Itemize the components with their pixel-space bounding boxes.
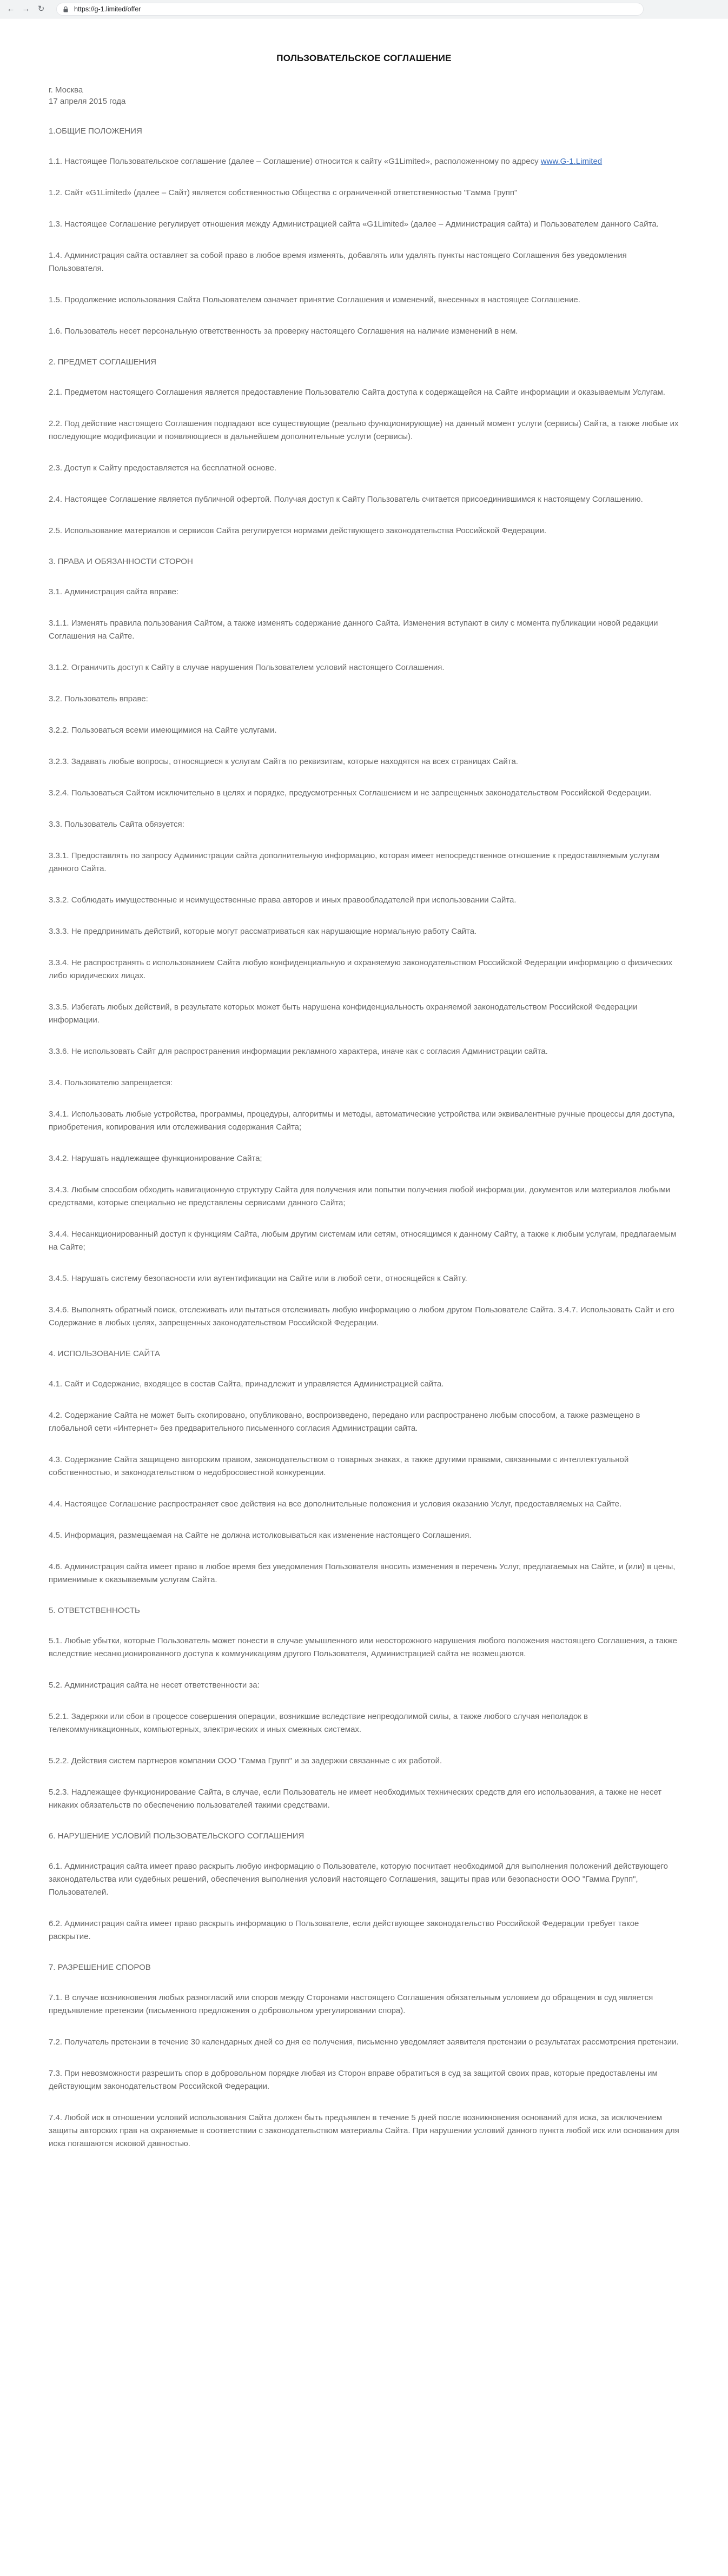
paragraph xyxy=(49,1529,679,1542)
browser-toolbar xyxy=(0,0,728,18)
paragraph xyxy=(49,1860,679,1899)
paragraph-text: 4.3. Содержание Сайта защищено авторским правом, законодательством о товарных знаках, а также другими правами, связанными с интеллектуальной собственностью, и законодательством о недобросовестной конкуренции. xyxy=(49,1455,629,1477)
document-date: 17 апреля 2015 года xyxy=(49,97,126,106)
paragraph-text: 1.6. Пользователь несет персональную ответственность за проверку настоящего Соглашения на наличие изменений в нем. xyxy=(49,327,518,336)
paragraph-text: 5.2.2. Действия систем партнеров компании ООО "Гамма Групп" и за задержки связанные с их работой. xyxy=(49,1756,442,1765)
paragraph-text: 3.4.2. Нарушать надлежащее функционирование Сайта; xyxy=(49,1154,262,1163)
paragraph-text: 3.4. Пользователю запрещается: xyxy=(49,1078,173,1087)
paragraph-text: 4.2. Содержание Сайта не может быть скопировано, опубликовано, воспроизведено, передано или распространено любым способом, а также размещено в глобальной сети «Интернет» без предварительного письменного согласия Администрации сайта. xyxy=(49,1411,640,1433)
paragraph xyxy=(49,525,679,537)
paragraph xyxy=(49,1184,679,1210)
paragraph xyxy=(49,2112,679,2150)
url-text[interactable]: https://g-1.limited/offer xyxy=(74,5,141,13)
paragraph-text: 2.4. Настоящее Соглашение является публичной офертой. Получая доступ к Сайту Пользователь считается присоединившимся к настоящему Соглашению. xyxy=(49,495,643,504)
paragraph xyxy=(49,417,679,443)
paragraph xyxy=(49,1152,679,1165)
paragraph-text: 3.3.5. Избегать любых действий, в результате которых может быть нарушена конфиденциальность охраняемой законодательством Российской Федерации информации. xyxy=(49,1002,638,1025)
paragraph xyxy=(49,1710,679,1736)
paragraph xyxy=(49,249,679,275)
paragraph xyxy=(49,1108,679,1134)
paragraph xyxy=(49,693,679,706)
paragraph-text: 3.3.4. Не распространять с использованием Сайта любую конфиденциальную и охраняемую законодательством Российской Федерации информацию о физических либо юридических лицах. xyxy=(49,958,673,980)
section-heading: 5. ОТВЕТСТВЕННОСТЬ xyxy=(49,1606,140,1615)
paragraph xyxy=(49,925,679,938)
paragraph-text: 4.1. Сайт и Содержание, входящее в состав Сайта, принадлежит и управляется Администрацией сайта. xyxy=(49,1379,444,1389)
paragraph xyxy=(49,1228,679,1254)
paragraph-text: 5.2.1. Задержки или сбои в процессе совершения операции, возникшие вследствие непреодолимой силы, а также любого случая неполадок в телекоммуникационных, компьютерных, электрических и иных смежных системах. xyxy=(49,1712,588,1734)
document-body xyxy=(49,125,679,2150)
paragraph-text: 1.5. Продолжение использования Сайта Пользователем означает принятие Соглашения и изменений, внесенных в настоящее Соглашение. xyxy=(49,295,580,304)
paragraph-text: 3.4.4. Несанкционированный доступ к функциям Сайта, любым другим системам или сетям, относящимся к данному Сайту, а также к любым услугам, предлагаемым на Сайте; xyxy=(49,1230,677,1252)
paragraph xyxy=(49,1991,679,2017)
paragraph-text: 3.4.6. Выполнять обратный поиск, отслеживать или пытаться отслеживать любую информацию о любом другом Пользователе Сайта. 3.4.7. Использовать Сайт и его Содержание в любых целях, запрещенных законодательством Российской Федерации. xyxy=(49,1305,674,1327)
paragraph xyxy=(49,1635,679,1661)
paragraph-text: 7.1. В случае возникновения любых разногласий или споров между Сторонами настоящего Соглашения обязательным условием до обращения в суд является предъявление претензии (письменного предложения о добровольном урегулировании спора). xyxy=(49,1993,653,2015)
paragraph-text: 4.4. Настоящее Соглашение распространяет свое действия на все дополнительные положения и условия оказанию Услуг, предоставляемых на Сайте. xyxy=(49,1499,622,1509)
paragraph-text: 7.3. При невозможности разрешить спор в добровольном порядке любая из Сторон вправе обратиться в суд за защитой своих прав, которые предоставлены им действующим законодательством Российской Федерации. xyxy=(49,2069,658,2091)
paragraph-text: 3.2. Пользователь вправе: xyxy=(49,694,148,703)
paragraph-text: 3.1.1. Изменять правила пользования Сайтом, а также изменять содержание данного Сайта. Изменения вступают в силу с момента публикации новой редакции Соглашения на Сайте. xyxy=(49,619,658,641)
paragraph xyxy=(49,1378,679,1391)
paragraph-text: 3.2.3. Задавать любые вопросы, относящиеся к услугам Сайта по реквизитам, которые находятся на всех страницах Сайта. xyxy=(49,757,518,766)
paragraph-text: 6.1. Администрация сайта имеет право раскрыть любую информацию о Пользователе, которую посчитает необходимой для выполнения положений действующего законодательства или судебных решений, обеспечения выполнения условий настоящего Соглашения, защиты прав или безопасности ООО "Гамма Групп", Пользователей. xyxy=(49,1862,669,1897)
lock-icon xyxy=(63,6,68,12)
paragraph xyxy=(49,294,679,307)
paragraph-text: 5.2.3. Надлежащее функционирование Сайта, в случае, если Пользователь не имеет необходимых технических средств для его использования, а также не несет никаких обязательств по обеспечению пользователей такими средствами. xyxy=(49,1788,662,1810)
paragraph-text: 2.3. Доступ к Сайту предоставляется на бесплатной основе. xyxy=(49,463,277,473)
paragraph xyxy=(49,1561,679,1586)
paragraph xyxy=(49,2067,679,2093)
paragraph-text: 4.6. Администрация сайта имеет право в любое время без уведомления Пользователя вносить изменения в перечень Услуг, предлагаемых на Сайте, и (или) в цены, применимые к оказываемым услугам Сайта. xyxy=(49,1562,676,1584)
paragraph xyxy=(49,1304,679,1330)
paragraph-text: 5.2. Администрация сайта не несет ответственности за: xyxy=(49,1681,260,1690)
paragraph xyxy=(49,1755,679,1768)
paragraph xyxy=(49,386,679,399)
paragraph xyxy=(49,155,679,168)
paragraph xyxy=(49,1917,679,1943)
paragraph xyxy=(49,1272,679,1285)
section-heading: 1.ОБЩИЕ ПОЛОЖЕНИЯ xyxy=(49,127,142,136)
section-heading: 3. ПРАВА И ОБЯЗАННОСТИ СТОРОН xyxy=(49,557,193,566)
paragraph-text: 5.1. Любые убытки, которые Пользователь может понести в случае умышленного или неосторожного нарушения любого положения настоящего Соглашения, а также вследствие несанкционированного доступа к коммуникациям другого Пользователя, Администрацией сайта не возмещаются. xyxy=(49,1636,678,1658)
paragraph-text: 6.2. Администрация сайта имеет право раскрыть информацию о Пользователе, если действующее законодательство Российской Федерации требует такое раскрытие. xyxy=(49,1919,639,1941)
paragraph-text: 3.3.3. Не предпринимать действий, которые могут рассматриваться как нарушающие нормальную работу Сайта. xyxy=(49,927,477,936)
paragraph-text: 3.1.2. Ограничить доступ к Сайту в случае нарушения Пользователем условий настоящего Соглашения. xyxy=(49,663,445,672)
paragraph-text: 7.2. Получатель претензии в течение 30 календарных дней со дня ее получения, письменно уведомляет заявителя претензии о результатах рассмотрения претензии. xyxy=(49,2037,679,2047)
paragraph xyxy=(49,2036,679,2049)
paragraph xyxy=(49,187,679,200)
paragraph xyxy=(49,493,679,506)
paragraph-text: 3.3.6. Не использовать Сайт для распространения информации рекламного характера, иначе как с согласия Администрации сайта. xyxy=(49,1047,548,1056)
paragraph xyxy=(49,1498,679,1511)
paragraph-text: 2.1. Предметом настоящего Соглашения является предоставление Пользователю Сайта доступа к содержащейся на Сайте информации и оказываемым Услугам. xyxy=(49,388,665,397)
paragraph xyxy=(49,586,679,599)
paragraph-text: 3.4.3. Любым способом обходить навигационную структуру Сайта для получения или попытки получения любой информации, документов или материалов любыми средствами, которые специально не представлены сервисами данного Сайта; xyxy=(49,1185,671,1207)
paragraph-text: 3.4.1. Использовать любые устройства, программы, процедуры, алгоритмы и методы, автоматические устройства или эквивалентные ручные процессы для доступа, приобретения, копирования или отслеживания содержания Сайта; xyxy=(49,1110,675,1132)
address-bar[interactable] xyxy=(56,3,644,16)
paragraph-text: 1.3. Настоящее Соглашение регулирует отношения между Администрацией сайта «G1Limited» (далее – Администрация сайта) и Пользователем данного Сайта. xyxy=(49,220,659,229)
paragraph xyxy=(49,617,679,643)
paragraph-text: 2.5. Использование материалов и сервисов Сайта регулируется нормами действующего законодательства Российской Федерации. xyxy=(49,526,547,535)
paragraph xyxy=(49,1679,679,1692)
paragraph-text: 2.2. Под действие настоящего Соглашения подпадают все существующие (реально функционирующие) на данный момент услуги (сервисы) Сайта, а также любые их последующие модификации и появляющиеся в дальнейшем дополнительные услуги (сервисы). xyxy=(49,419,679,441)
paragraph xyxy=(49,218,679,231)
paragraph xyxy=(49,1453,679,1479)
document-title: ПОЛЬЗОВАТЕЛЬСКОЕ СОГЛАШЕНИЕ xyxy=(276,53,452,63)
paragraph-text: 3.3.1. Предоставлять по запросу Администрации сайта дополнительную информацию, которая имеет непосредственное отношение к предоставляемым услугам данного Сайта. xyxy=(49,851,660,873)
paragraph-text: 3.3. Пользователь Сайта обязуется: xyxy=(49,820,184,829)
document-city: г. Москва xyxy=(49,85,83,95)
paragraph-text: 3.2.4. Пользоваться Сайтом исключительно в целях и порядке, предусмотренных Соглашением и не запрещенных законодательством Российской Федерации. xyxy=(49,788,652,798)
paragraph-text: 3.2.2. Пользоваться всеми имеющимися на Сайте услугами. xyxy=(49,726,277,735)
paragraph xyxy=(49,724,679,737)
paragraph-text: 1.1. Настоящее Пользовательское соглашение (далее – Соглашение) относится к сайту «G1Limited», расположенному по адресу xyxy=(49,157,541,166)
paragraph xyxy=(49,755,679,768)
paragraph xyxy=(49,1045,679,1058)
paragraph-text: 4.5. Информация, размещаемая на Сайте не должна истолковываться как изменение настоящего Соглашения. xyxy=(49,1531,472,1540)
site-link[interactable]: www.G-1.Limited xyxy=(540,157,603,166)
paragraph xyxy=(49,325,679,338)
paragraph-text: 3.3.2. Соблюдать имущественные и неимущественные права авторов и иных правообладателей при использовании Сайта. xyxy=(49,895,517,905)
paragraph xyxy=(49,1001,679,1027)
paragraph-text: 1.2. Сайт «G1Limited» (далее – Сайт) является собственностью Общества с ограниченной ответственностью "Гамма Групп" xyxy=(49,188,518,197)
paragraph xyxy=(49,1786,679,1812)
paragraph xyxy=(49,661,679,674)
section-heading: 4. ИСПОЛЬЗОВАНИЕ САЙТА xyxy=(49,1349,160,1358)
back-arrow-icon[interactable]: ← xyxy=(6,4,15,14)
reload-icon[interactable]: ↻ xyxy=(37,4,45,14)
paragraph xyxy=(49,1077,679,1090)
forward-arrow-icon[interactable]: → xyxy=(22,4,30,14)
paragraph-text: 3.4.5. Нарушать систему безопасности или аутентификации на Сайте или в любой сети, относящейся к Сайту. xyxy=(49,1274,467,1283)
paragraph xyxy=(49,787,679,800)
section-heading: 7. РАЗРЕШЕНИЕ СПОРОВ xyxy=(49,1963,151,1972)
paragraph-text: 3.1. Администрация сайта вправе: xyxy=(49,587,179,596)
paragraph xyxy=(49,957,679,982)
paragraph-text: 1.4. Администрация сайта оставляет за собой право в любое время изменять, добавлять или удалять пункты настоящего Соглашения без уведомления Пользователя. xyxy=(49,251,627,273)
paragraph-text: 7.4. Любой иск в отношении условий использования Сайта должен быть предъявлен в течение 5 дней после возникновения оснований для иска, за исключением защиты авторских прав на охраняемые в соответствии с законодательством материалы Сайта. При нарушении условий данного пункта любой иск или основания для иска погашаются исковой давностью. xyxy=(49,2113,679,2148)
paragraph xyxy=(49,894,679,907)
paragraph xyxy=(49,849,679,875)
section-heading: 6. НАРУШЕНИЕ УСЛОВИЙ ПОЛЬЗОВАТЕЛЬСКОГО СОГЛАШЕНИЯ xyxy=(49,1831,305,1841)
paragraph xyxy=(49,1409,679,1435)
document-page xyxy=(49,18,679,2150)
section-heading: 2. ПРЕДМЕТ СОГЛАШЕНИЯ xyxy=(49,357,156,367)
paragraph xyxy=(49,462,679,475)
paragraph xyxy=(49,818,679,831)
